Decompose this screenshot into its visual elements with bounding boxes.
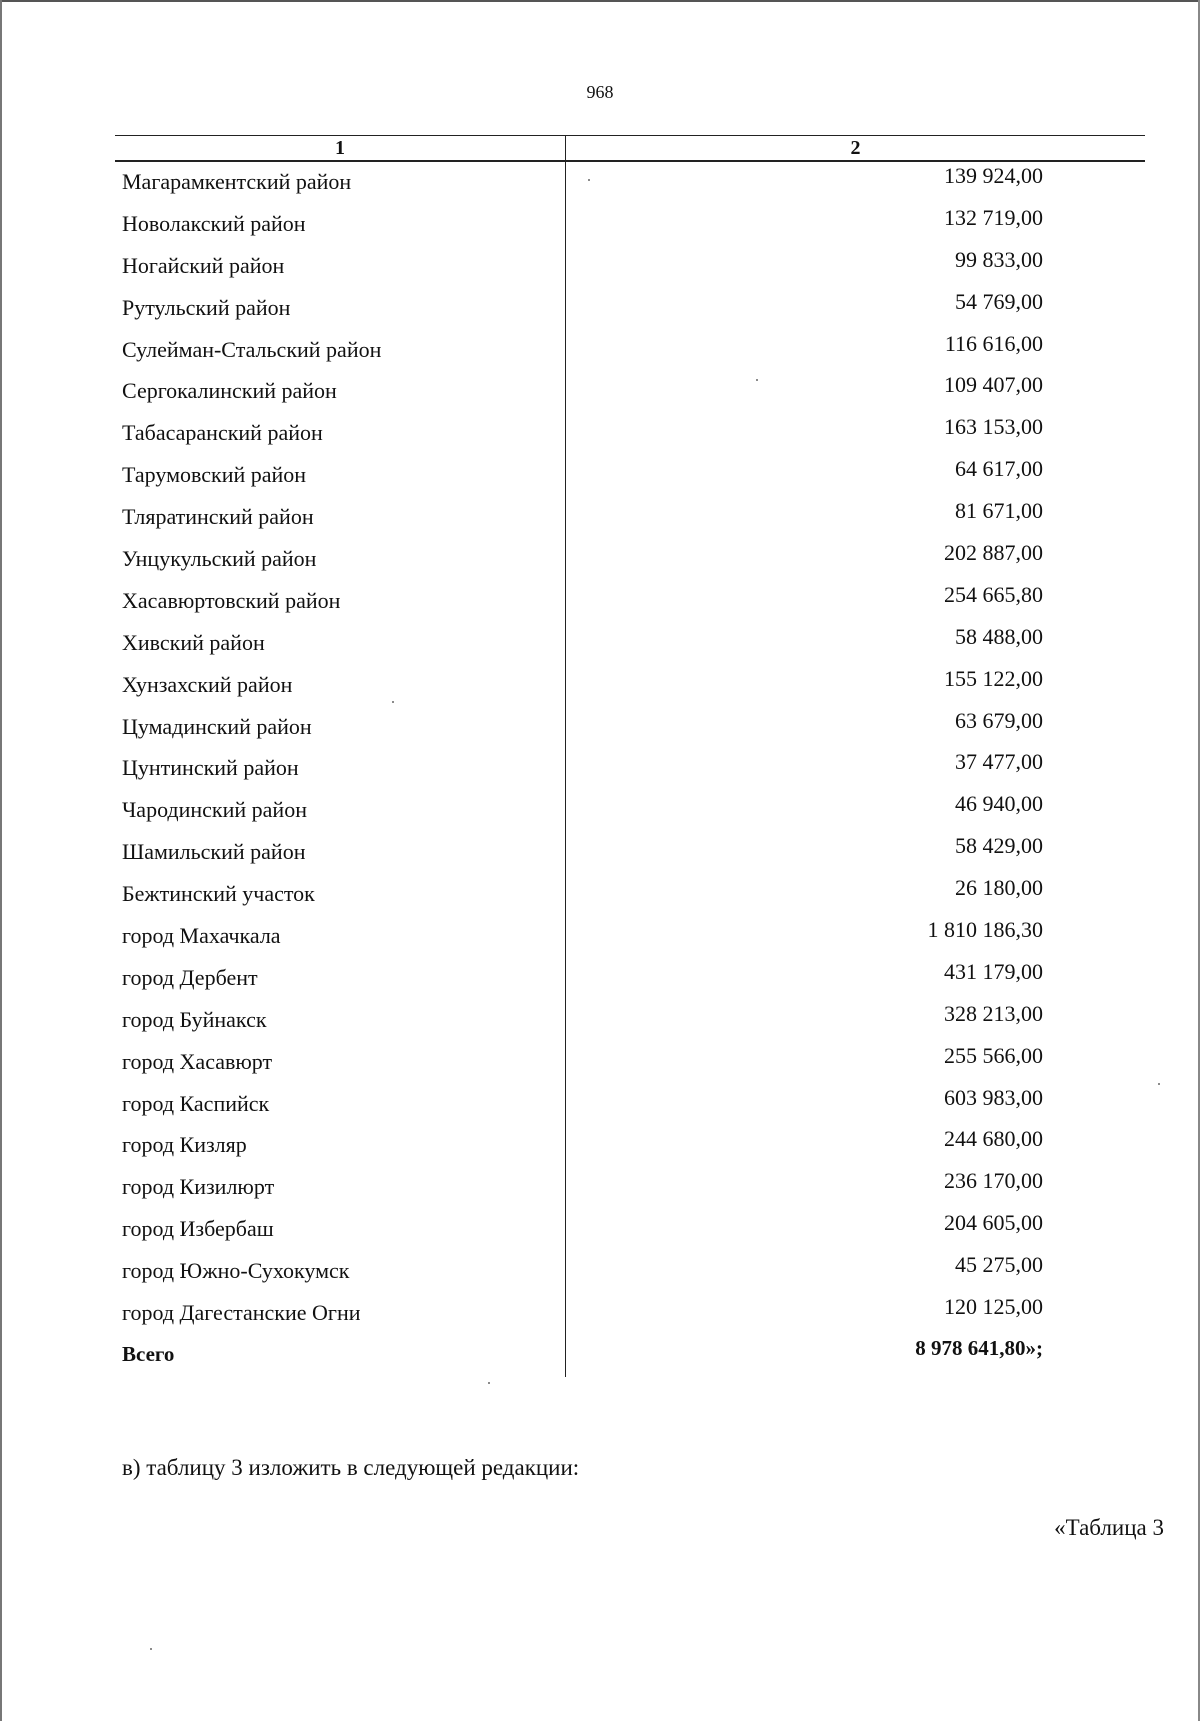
table-row — [115, 1001, 1145, 1043]
amount-value: 45 275,00 — [955, 1252, 1043, 1278]
amount-value: 63 679,00 — [955, 707, 1043, 733]
district-name: город Дербент — [122, 964, 258, 990]
amount-value: 46 940,00 — [955, 791, 1043, 817]
district-name: город Южно-Сухокумск — [122, 1258, 350, 1284]
district-name: город Избербаш — [122, 1216, 274, 1242]
district-name: Новолакский район — [122, 210, 306, 236]
table-row — [115, 289, 1145, 331]
district-name: Хунзахский район — [122, 671, 293, 697]
table-row — [115, 456, 1145, 498]
amount-value: 116 616,00 — [944, 330, 1043, 356]
table-row — [115, 247, 1145, 289]
district-name: город Дагестанские Огни — [122, 1300, 361, 1326]
page-number: 968 — [586, 82, 614, 102]
table-row — [115, 749, 1145, 791]
instruction-text: в) таблицу 3 изложить в следующей редакции: — [122, 1455, 580, 1480]
district-name: Сергокалинский район — [122, 378, 337, 404]
amount-value: 26 180,00 — [955, 875, 1043, 901]
table-row — [115, 833, 1145, 875]
next-table-caption: «Таблица 3 — [1054, 1515, 1164, 1540]
amount-value: 132 719,00 — [944, 204, 1043, 230]
district-name: Ногайский район — [122, 252, 285, 278]
amount-value: 236 170,00 — [944, 1168, 1043, 1194]
district-name: Магарамкентский район — [122, 169, 352, 194]
amount-value: 81 671,00 — [955, 498, 1043, 524]
scan-speck — [392, 701, 394, 703]
table-row — [115, 1168, 1145, 1210]
district-name: город Кизилюрт — [122, 1174, 275, 1200]
amount-value: 254 665,80 — [944, 581, 1043, 607]
table-row — [115, 1252, 1145, 1294]
total-value: 8 978 641,80»; — [915, 1335, 1043, 1360]
table-row — [115, 372, 1145, 414]
district-name: Хасавюртовский район — [122, 587, 341, 613]
district-name: Рутульский район — [122, 294, 291, 320]
table-row — [115, 1210, 1145, 1252]
table-row — [115, 791, 1145, 833]
table-row — [115, 875, 1145, 917]
district-name: Табасаранский район — [122, 420, 323, 446]
district-name: Хивский район — [122, 629, 265, 655]
scan-edge-top — [0, 0, 1200, 2]
amount-value: 204 605,00 — [944, 1210, 1043, 1236]
amount-value: 1 810 186,30 — [927, 917, 1043, 943]
district-name: Чародинский район — [122, 797, 307, 823]
column-header-1: 1 — [335, 137, 345, 159]
district-name: город Буйнакск — [122, 1006, 267, 1032]
table-row — [115, 708, 1145, 750]
scan-speck — [488, 1382, 490, 1384]
amount-value: 244 680,00 — [944, 1126, 1043, 1152]
total-label: Всего — [122, 1341, 175, 1366]
amount-value: 155 122,00 — [944, 665, 1043, 691]
table-row — [115, 666, 1145, 708]
district-name: город Каспийск — [122, 1090, 270, 1116]
table-body — [115, 163, 1145, 1378]
table-row — [115, 163, 1145, 205]
table-row — [115, 414, 1145, 456]
amount-value: 109 407,00 — [944, 372, 1043, 398]
table-row — [115, 624, 1145, 666]
district-name: город Кизляр — [122, 1132, 247, 1158]
district-name: Тарумовский район — [122, 462, 307, 488]
district-name: город Махачкала — [122, 923, 281, 949]
amount-value: 431 179,00 — [944, 958, 1043, 984]
district-name: Цумадинский район — [122, 713, 312, 739]
amount-value: 58 488,00 — [955, 623, 1043, 649]
district-name: Бежтинский участок — [122, 881, 315, 907]
district-name: Тляратинский район — [122, 504, 314, 530]
table-row — [115, 1085, 1145, 1127]
table-row — [115, 582, 1145, 624]
amount-value: 163 153,00 — [944, 414, 1043, 440]
scan-speck — [756, 379, 758, 381]
amount-value: 64 617,00 — [955, 456, 1043, 482]
amount-value: 139 924,00 — [944, 163, 1043, 188]
table-row — [115, 917, 1145, 959]
table-row — [115, 1126, 1145, 1168]
amount-value: 202 887,00 — [944, 540, 1043, 566]
scan-speck — [1158, 1083, 1160, 1085]
scan-edge-left — [0, 0, 2, 1721]
table-row — [115, 1043, 1145, 1085]
district-name: Цунтинский район — [122, 755, 299, 781]
amount-value: 603 983,00 — [944, 1084, 1043, 1110]
table-row — [115, 205, 1145, 247]
scan-speck — [150, 1648, 152, 1650]
amount-value: 37 477,00 — [955, 749, 1043, 775]
district-name: город Хасавюрт — [122, 1048, 273, 1074]
total-row — [115, 1336, 1145, 1378]
district-name: Шамильский район — [122, 839, 306, 865]
district-name: Сулейман-Стальский район — [122, 336, 382, 362]
amount-value: 328 213,00 — [944, 1000, 1043, 1026]
table-row — [115, 331, 1145, 373]
table-top-rule — [115, 135, 1145, 136]
amount-value: 255 566,00 — [944, 1042, 1043, 1068]
district-name: Унцукульский район — [122, 546, 317, 572]
table-row — [115, 959, 1145, 1001]
table-row — [115, 498, 1145, 540]
amount-value: 54 769,00 — [955, 288, 1043, 314]
table-row — [115, 540, 1145, 582]
table-row — [115, 1294, 1145, 1336]
amount-value: 99 833,00 — [955, 246, 1043, 272]
amount-value: 120 125,00 — [944, 1294, 1043, 1320]
amount-value: 58 429,00 — [955, 833, 1043, 859]
scan-speck — [588, 179, 590, 181]
header-bottom-rule — [115, 160, 1145, 162]
column-header-2: 2 — [850, 137, 861, 159]
